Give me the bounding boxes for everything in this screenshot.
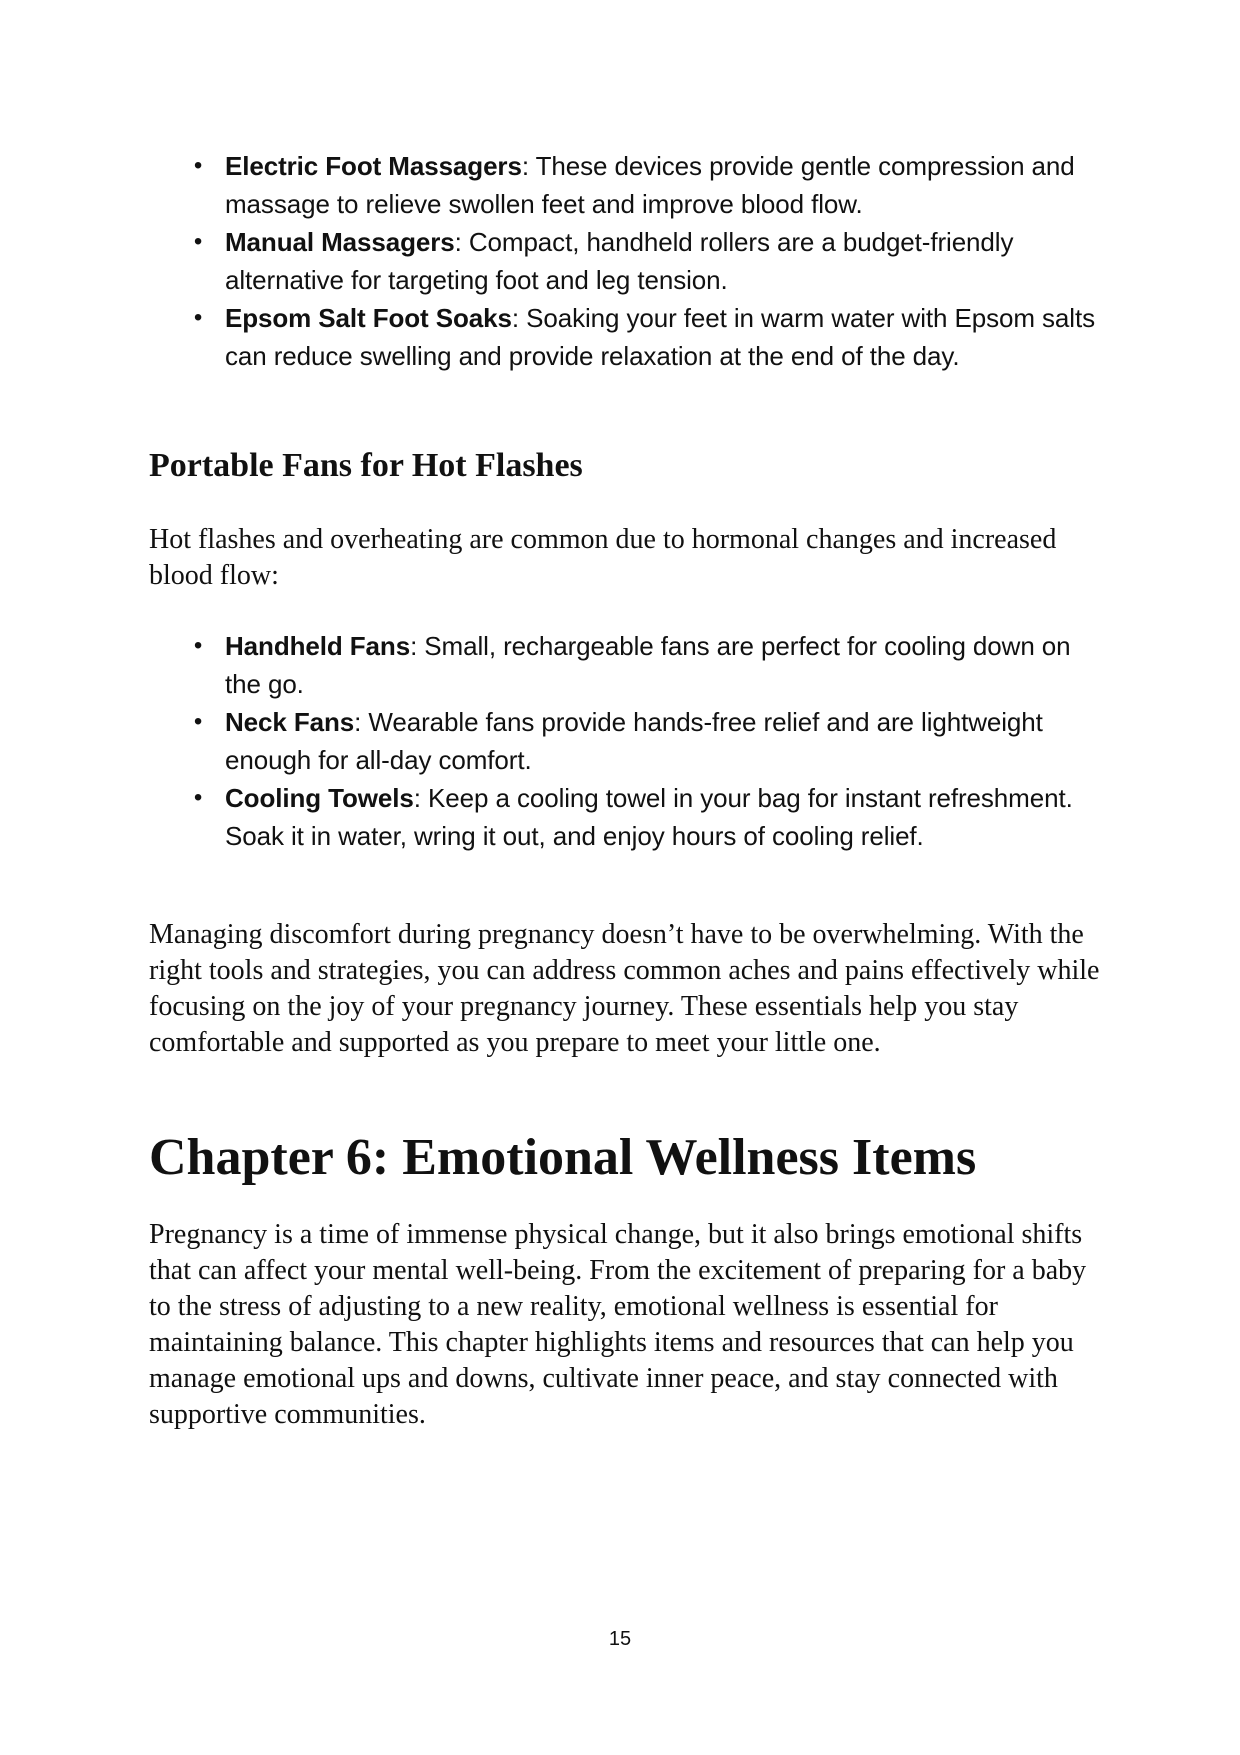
bullet-icon: • xyxy=(193,708,203,735)
list-item-text: : Keep a cooling towel in your bag for instant refreshment. Soak it in water, wring it out, and enjoy hours of cooling relief. xyxy=(225,783,1073,851)
chapter-intro-paragraph: Pregnancy is a time of immense physical change, but it also brings emotional shifts that can affect your mental well-being. From the excitement of preparing for a baby to the stress of adjusting to a new reality, emotional wellness is essential for maintaining balance. This chapter highlights items and resources that can help you manage emotional ups and downs, cultivate inner peace, and stay connected with supportive communities. xyxy=(149,1219,1087,1430)
section-intro: Hot flashes and overheating are common due to hormonal changes and increased blood flow: xyxy=(149,524,1057,591)
page-number: 15 xyxy=(608,1628,632,1650)
list-item xyxy=(149,147,1104,223)
list-item-term: Electric Foot Massagers xyxy=(225,151,522,181)
list-item xyxy=(149,779,1104,855)
list-item xyxy=(149,627,1104,703)
bullet-icon: • xyxy=(193,632,203,659)
bullet-icon: • xyxy=(193,228,203,255)
bullet-icon: • xyxy=(193,304,203,331)
bullet-icon: • xyxy=(193,152,203,179)
list-item-term: Epsom Salt Foot Soaks xyxy=(225,303,512,333)
list-item-text: : Small, rechargeable fans are perfect for cooling down on the go. xyxy=(225,631,1071,699)
chapter-title: Chapter 6: Emotional Wellness Items xyxy=(149,1129,977,1186)
list-item-term: Handheld Fans xyxy=(225,631,411,661)
list-item-text: : Soaking your feet in warm water with Epsom salts can reduce swelling and provide relaxation at the end of the day. xyxy=(225,303,1095,371)
list-item-text: : Compact, handheld rollers are a budget-friendly alternative for targeting foot and leg tension. xyxy=(225,227,1014,295)
list-item-term: Neck Fans xyxy=(225,707,355,737)
list-item-term: Cooling Towels xyxy=(225,783,414,813)
list-item xyxy=(149,703,1104,779)
bullet-icon: • xyxy=(193,784,203,811)
list-item xyxy=(149,223,1104,299)
list-item xyxy=(149,299,1104,375)
list-item-term: Manual Massagers xyxy=(225,227,455,257)
list-item-text: : These devices provide gentle compression and massage to relieve swollen feet and improve blood flow. xyxy=(225,151,1075,219)
closing-paragraph: Managing discomfort during pregnancy doesn’t have to be overwhelming. With the right tools and strategies, you can address common aches and pains effectively while focusing on the joy of your pregnancy journey. These essentials help you stay comfortable and supported as you prepare to meet your little one. xyxy=(149,919,1100,1058)
list-item-text: : Wearable fans provide hands-free relief and are lightweight enough for all-day comfort. xyxy=(225,707,1043,775)
section-heading: Portable Fans for Hot Flashes xyxy=(149,447,583,484)
bullet-list-foot-care xyxy=(149,147,1104,375)
bullet-list-fans xyxy=(149,627,1104,855)
